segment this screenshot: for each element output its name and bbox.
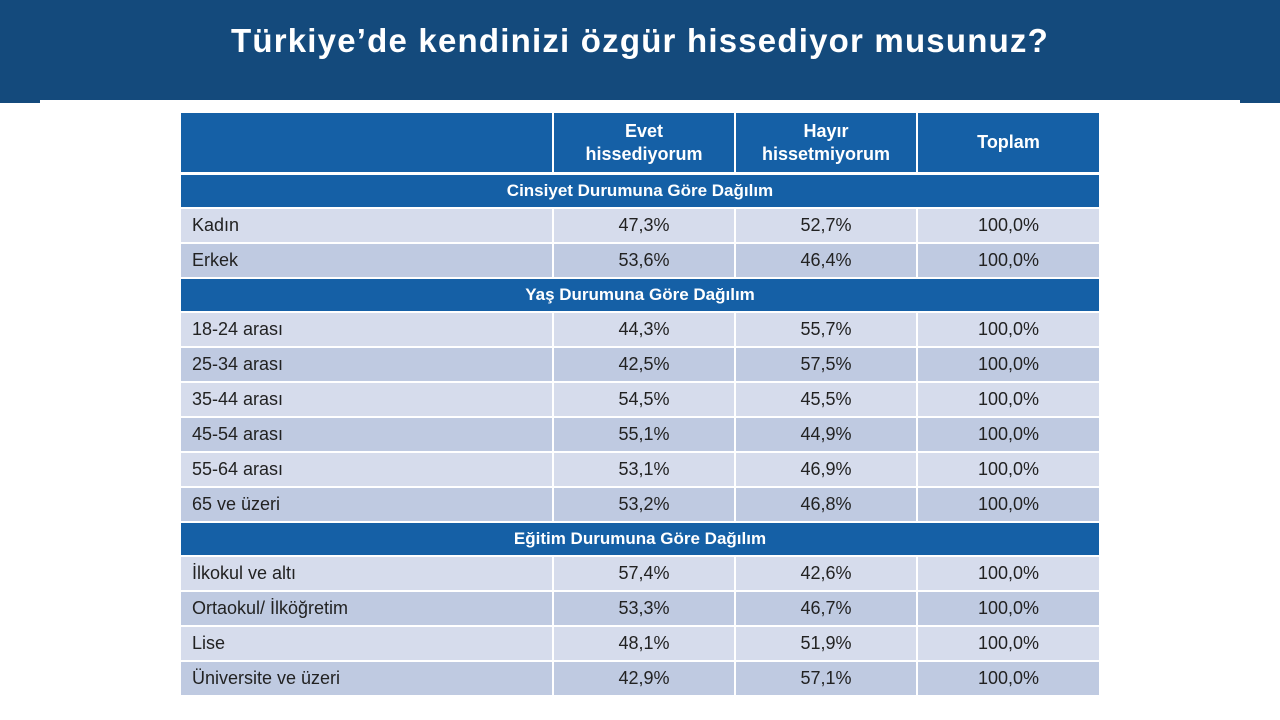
table-header-row [181, 113, 1099, 174]
cell-hayir: 42,6% [735, 556, 917, 591]
cell-evet: 57,4% [553, 556, 735, 591]
table-row [181, 208, 1099, 243]
cell-evet: 44,3% [553, 312, 735, 347]
row-label: 45-54 arası [181, 417, 553, 452]
cell-evet: 53,1% [553, 452, 735, 487]
section-header-row [181, 174, 1099, 209]
row-label: Erkek [181, 243, 553, 278]
row-label: 35-44 arası [181, 382, 553, 417]
section-header-row [181, 522, 1099, 556]
table-row [181, 626, 1099, 661]
cell-evet: 54,5% [553, 382, 735, 417]
row-label: Ortaokul/ İlköğretim [181, 591, 553, 626]
header-toplam: Toplam [917, 113, 1099, 174]
cell-hayir: 45,5% [735, 382, 917, 417]
row-label: Kadın [181, 208, 553, 243]
header-hayir-line1: Hayır [803, 120, 849, 141]
cell-toplam: 100,0% [917, 417, 1099, 452]
header-hayir [735, 113, 917, 174]
cell-hayir: 46,8% [735, 487, 917, 522]
cell-evet: 53,2% [553, 487, 735, 522]
cell-hayir: 57,1% [735, 661, 917, 696]
row-label: 25-34 arası [181, 347, 553, 382]
table-row [181, 312, 1099, 347]
cell-toplam: 100,0% [917, 626, 1099, 661]
banner-divider [0, 100, 1280, 103]
banner-edge-left [0, 99, 40, 103]
table-row [181, 661, 1099, 696]
cell-evet: 47,3% [553, 208, 735, 243]
cell-toplam: 100,0% [917, 452, 1099, 487]
cell-toplam: 100,0% [917, 661, 1099, 696]
cell-evet: 42,5% [553, 347, 735, 382]
table-row [181, 417, 1099, 452]
results-table [181, 113, 1099, 697]
cell-toplam: 100,0% [917, 382, 1099, 417]
row-label: İlkokul ve altı [181, 556, 553, 591]
banner-edge-right [1240, 99, 1280, 103]
cell-hayir: 52,7% [735, 208, 917, 243]
table-row [181, 243, 1099, 278]
table-body [181, 174, 1099, 697]
table-row [181, 382, 1099, 417]
table-row [181, 452, 1099, 487]
row-label: 18-24 arası [181, 312, 553, 347]
header-evet [553, 113, 735, 174]
cell-toplam: 100,0% [917, 208, 1099, 243]
table-row [181, 347, 1099, 382]
section-title: Yaş Durumuna Göre Dağılım [181, 278, 1099, 312]
cell-toplam: 100,0% [917, 487, 1099, 522]
cell-evet: 53,6% [553, 243, 735, 278]
cell-toplam: 100,0% [917, 312, 1099, 347]
cell-evet: 53,3% [553, 591, 735, 626]
row-label: Lise [181, 626, 553, 661]
row-label: 55-64 arası [181, 452, 553, 487]
cell-hayir: 55,7% [735, 312, 917, 347]
cell-hayir: 46,4% [735, 243, 917, 278]
cell-hayir: 51,9% [735, 626, 917, 661]
cell-toplam: 100,0% [917, 243, 1099, 278]
cell-evet: 48,1% [553, 626, 735, 661]
cell-hayir: 57,5% [735, 347, 917, 382]
cell-hayir: 46,9% [735, 452, 917, 487]
table-row [181, 556, 1099, 591]
section-title: Eğitim Durumuna Göre Dağılım [181, 522, 1099, 556]
cell-hayir: 46,7% [735, 591, 917, 626]
cell-hayir: 44,9% [735, 417, 917, 452]
cell-toplam: 100,0% [917, 347, 1099, 382]
header-hayir-line2: hissetmiyorum [761, 143, 891, 164]
cell-evet: 42,9% [553, 661, 735, 696]
cell-toplam: 100,0% [917, 591, 1099, 626]
table-row [181, 591, 1099, 626]
cell-toplam: 100,0% [917, 556, 1099, 591]
table-row [181, 487, 1099, 522]
row-label: Üniversite ve üzeri [181, 661, 553, 696]
section-header-row [181, 278, 1099, 312]
header-evet-line2: hissediyorum [585, 143, 703, 164]
row-label: 65 ve üzeri [181, 487, 553, 522]
header-empty [181, 113, 553, 174]
header-evet-line1: Evet [624, 120, 664, 141]
section-title: Cinsiyet Durumuna Göre Dağılım [181, 174, 1099, 209]
page-title: Türkiye’de kendinizi özgür hissediyor musunuz? [231, 22, 1049, 59]
cell-evet: 55,1% [553, 417, 735, 452]
